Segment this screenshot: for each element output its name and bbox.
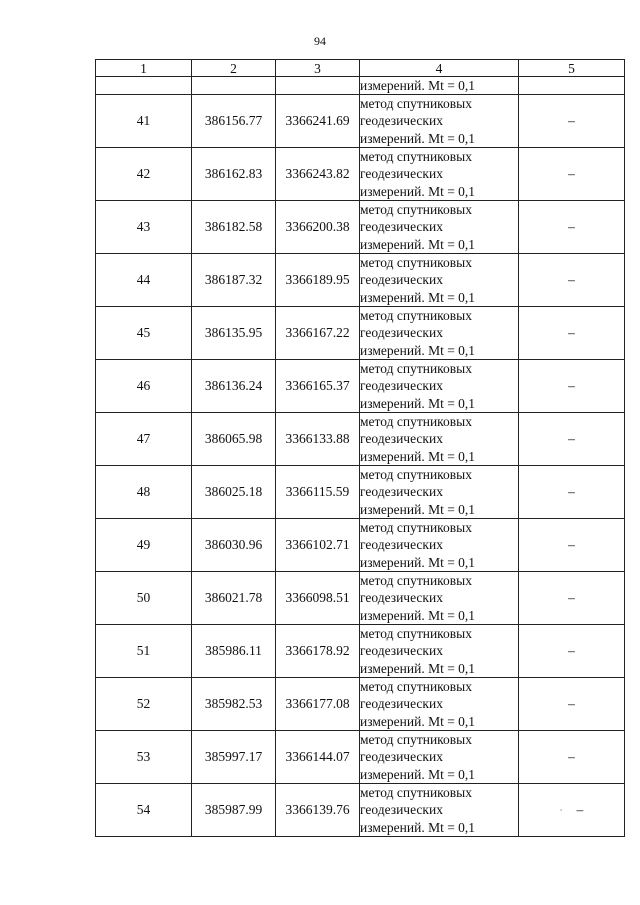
table-row [96, 519, 625, 572]
cell-y: 3366115.59 [276, 466, 360, 519]
note-value: – [568, 643, 575, 658]
cell-method [360, 148, 519, 201]
note-value: – [568, 113, 575, 128]
header-col-2: 2 [192, 60, 276, 77]
method-line-3: измерений. Mt = 0,1 [360, 236, 476, 252]
method-line-1: метод спутниковых [360, 785, 472, 801]
cell-note [519, 307, 625, 360]
method-line-1: метод спутниковых [360, 573, 472, 589]
cell-note [519, 201, 625, 254]
note-value: – [568, 537, 575, 552]
method-line-2: геодезических [360, 590, 443, 606]
note-value: – [568, 484, 575, 499]
cell-note [519, 572, 625, 625]
method-line-3: измерений. Mt = 0,1 [360, 77, 476, 93]
cell-number: 45 [96, 307, 192, 360]
note-value: – [568, 166, 575, 181]
table-row [96, 731, 625, 784]
cell-number: 42 [96, 148, 192, 201]
method-line-2: геодезических [360, 378, 443, 394]
method-line-3: измерений. Mt = 0,1 [360, 130, 476, 146]
cell-y: 3366144.07 [276, 731, 360, 784]
cell-x: 385987.99 [192, 784, 276, 837]
table-row [96, 360, 625, 413]
cell-number: 44 [96, 254, 192, 307]
note-value: – [568, 749, 575, 764]
cell-method [360, 307, 519, 360]
method-line-1: метод спутниковых [360, 96, 472, 112]
cell-note [519, 77, 625, 95]
method-line-3: измерений. Mt = 0,1 [360, 183, 476, 199]
cell-method [360, 95, 519, 148]
cell-y: 3366178.92 [276, 625, 360, 678]
table-row [96, 254, 625, 307]
page-number: 94 [314, 34, 326, 48]
cell-x: 385997.17 [192, 731, 276, 784]
cell-method [360, 625, 519, 678]
cell-x [192, 77, 276, 95]
cell-note [519, 678, 625, 731]
cell-method [360, 77, 519, 95]
cell-x: 386162.83 [192, 148, 276, 201]
method-line-3: измерений. Mt = 0,1 [360, 607, 476, 623]
cell-x: 386065.98 [192, 413, 276, 466]
cell-note [519, 254, 625, 307]
cell-x: 385986.11 [192, 625, 276, 678]
cell-y: 3366102.71 [276, 519, 360, 572]
cell-number: 53 [96, 731, 192, 784]
method-line-3: измерений. Mt = 0,1 [360, 448, 476, 464]
continuation-row [96, 77, 625, 95]
method-line-2: геодезических [360, 749, 443, 765]
cell-method [360, 466, 519, 519]
cell-number: 48 [96, 466, 192, 519]
method-line-1: метод спутниковых [360, 308, 472, 324]
note-value: – [568, 590, 575, 605]
method-line-3: измерений. Mt = 0,1 [360, 395, 476, 411]
method-line-2: геодезических [360, 166, 443, 182]
cell-note [519, 466, 625, 519]
table-row [96, 307, 625, 360]
method-line-3: измерений. Mt = 0,1 [360, 713, 476, 729]
method-line-1: метод спутниковых [360, 361, 472, 377]
method-line-1: метод спутниковых [360, 679, 472, 695]
cell-method [360, 731, 519, 784]
cell-number: 50 [96, 572, 192, 625]
note-value: – [568, 272, 575, 287]
cell-x: 385982.53 [192, 678, 276, 731]
method-line-2: геодезических [360, 431, 443, 447]
cell-x: 386021.78 [192, 572, 276, 625]
cell-number: 46 [96, 360, 192, 413]
method-line-2: геодезических [360, 484, 443, 500]
method-line-3: измерений. Mt = 0,1 [360, 766, 476, 782]
method-line-2: геодезических [360, 272, 443, 288]
method-line-3: измерений. Mt = 0,1 [360, 501, 476, 517]
cell-method [360, 519, 519, 572]
cell-number: 51 [96, 625, 192, 678]
table-row [96, 413, 625, 466]
method-line-2: геодезических [360, 696, 443, 712]
cell-y: 3366200.38 [276, 201, 360, 254]
table-row [96, 148, 625, 201]
cell-note [519, 625, 625, 678]
note-value: – [576, 802, 584, 817]
cell-number: 47 [96, 413, 192, 466]
method-line-3: измерений. Mt = 0,1 [360, 289, 476, 305]
note-value: – [568, 696, 575, 711]
header-row [96, 60, 625, 77]
cell-method [360, 784, 519, 837]
cell-number: 54 [96, 784, 192, 837]
header-col-3: 3 [276, 60, 360, 77]
header-col-5: 5 [519, 60, 625, 77]
cell-note [519, 148, 625, 201]
cell-y: 3366243.82 [276, 148, 360, 201]
method-line-2: геодезических [360, 219, 443, 235]
method-line-2: геодезических [360, 802, 443, 818]
cell-note [519, 784, 625, 837]
cell-y: 3366098.51 [276, 572, 360, 625]
method-line-1: метод спутниковых [360, 414, 472, 430]
method-line-1: метод спутниковых [360, 626, 472, 642]
method-line-1: метод спутниковых [360, 732, 472, 748]
cell-method [360, 254, 519, 307]
cell-number [96, 77, 192, 95]
method-line-1: метод спутниковых [360, 255, 472, 271]
note-value: – [568, 325, 575, 340]
note-value: – [568, 219, 575, 234]
cell-note [519, 95, 625, 148]
cell-y: 3366167.22 [276, 307, 360, 360]
cell-y: 3366139.76 [276, 784, 360, 837]
cell-note [519, 731, 625, 784]
table-row [96, 95, 625, 148]
method-line-1: метод спутниковых [360, 149, 472, 165]
method-line-1: метод спутниковых [360, 520, 472, 536]
cell-number: 43 [96, 201, 192, 254]
cell-x: 386030.96 [192, 519, 276, 572]
coordinates-table [95, 59, 625, 837]
header-col-4: 4 [360, 60, 519, 77]
cell-method [360, 360, 519, 413]
cell-y: 3366189.95 [276, 254, 360, 307]
cell-y: 3366177.08 [276, 678, 360, 731]
method-line-3: измерений. Mt = 0,1 [360, 660, 476, 676]
cell-number: 41 [96, 95, 192, 148]
table-row [96, 678, 625, 731]
cell-method [360, 678, 519, 731]
cell-note [519, 519, 625, 572]
cell-number: 52 [96, 678, 192, 731]
method-line-2: геодезических [360, 537, 443, 553]
cell-y: 3366165.37 [276, 360, 360, 413]
method-line-1: метод спутниковых [360, 467, 472, 483]
cell-method [360, 413, 519, 466]
table-row [96, 625, 625, 678]
table-row [96, 572, 625, 625]
cell-y [276, 77, 360, 95]
cell-x: 386182.58 [192, 201, 276, 254]
speck-mark-icon: · [559, 806, 563, 816]
cell-note [519, 413, 625, 466]
table-row [96, 784, 625, 837]
table-row [96, 466, 625, 519]
cell-y: 3366241.69 [276, 95, 360, 148]
method-line-1: метод спутниковых [360, 202, 472, 218]
cell-method [360, 201, 519, 254]
method-line-3: измерений. Mt = 0,1 [360, 342, 476, 358]
method-line-3: измерений. Mt = 0,1 [360, 819, 476, 835]
method-line-2: геодезических [360, 643, 443, 659]
cell-x: 386187.32 [192, 254, 276, 307]
cell-y: 3366133.88 [276, 413, 360, 466]
note-value: – [568, 431, 575, 446]
method-line-2: геодезических [360, 325, 443, 341]
cell-number: 49 [96, 519, 192, 572]
cell-method [360, 572, 519, 625]
method-line-3: измерений. Mt = 0,1 [360, 554, 476, 570]
header-col-1: 1 [96, 60, 192, 77]
table-row [96, 201, 625, 254]
cell-x: 386156.77 [192, 95, 276, 148]
cell-note [519, 360, 625, 413]
cell-x: 386025.18 [192, 466, 276, 519]
note-value: – [568, 378, 575, 393]
cell-x: 386136.24 [192, 360, 276, 413]
method-line-2: геодезических [360, 113, 443, 129]
cell-x: 386135.95 [192, 307, 276, 360]
